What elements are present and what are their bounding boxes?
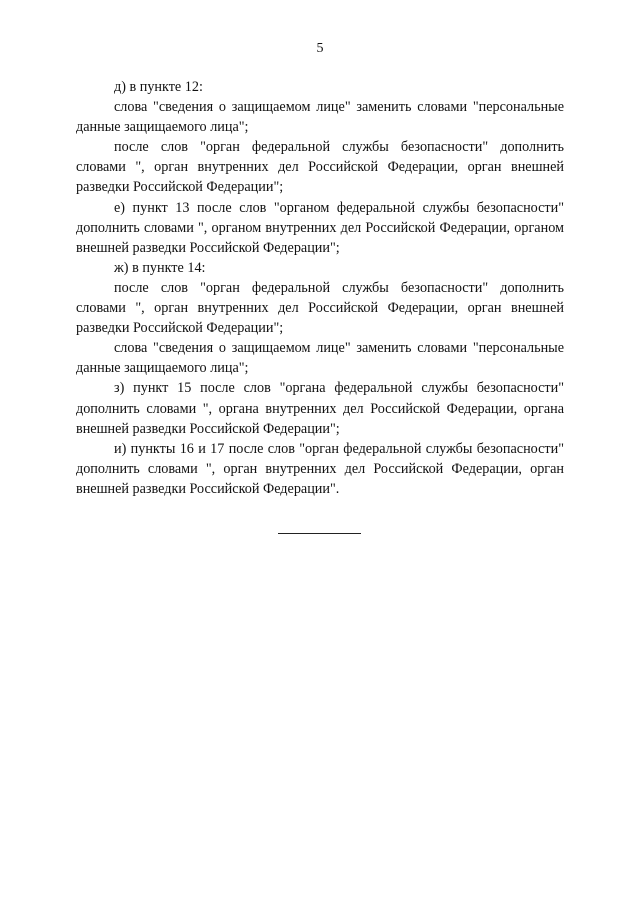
paragraph-add-words-12: после слов "орган федеральной службы безопасности" дополнить словами ", орган внутренних дел Российской Федерации, орган внешней разведки Российской Федерации"; bbox=[76, 139, 564, 196]
paragraph-item-z: з) пункт 15 после слов "органа федеральной службы безопасности" дополнить словами ", органа внутренних дел Российской Федерации, органа внешней разведки Российской Федерации"; bbox=[76, 380, 564, 437]
document-body bbox=[76, 77, 564, 499]
paragraph-item-zh: ж) в пункте 14: bbox=[114, 259, 206, 276]
end-separator-line bbox=[278, 533, 361, 534]
paragraph-add-words-14: после слов "орган федеральной службы безопасности" дополнить словами ", орган внутренних дел Российской Федерации, орган внешней разведки Российской Федерации"; bbox=[76, 279, 564, 337]
paragraph-replace-words-12: слова "сведения о защищаемом лице" заменить словами "персональные данные защищаемого лица"; bbox=[76, 99, 564, 136]
paragraph-item-e: е) пункт 13 после слов "органом федеральной службы безопасности" дополнить словами ", органом внутренних дел Российской Федерации, органом внешней разведки Российской Федерации"; bbox=[76, 199, 564, 256]
paragraph-item-i: и) пункты 16 и 17 после слов "орган федеральной службы безопасности" дополнить словами ", орган внутренних дел Российской Федерации, орган внешней разведки Российской Федерации". bbox=[76, 440, 564, 497]
paragraph-item-d: д) в пункте 12: bbox=[114, 79, 203, 95]
page-number: 5 bbox=[316, 41, 324, 56]
paragraph-replace-words-14: слова "сведения о защищаемом лице" заменить словами "персональные данные защищаемого лица"; bbox=[76, 340, 564, 377]
